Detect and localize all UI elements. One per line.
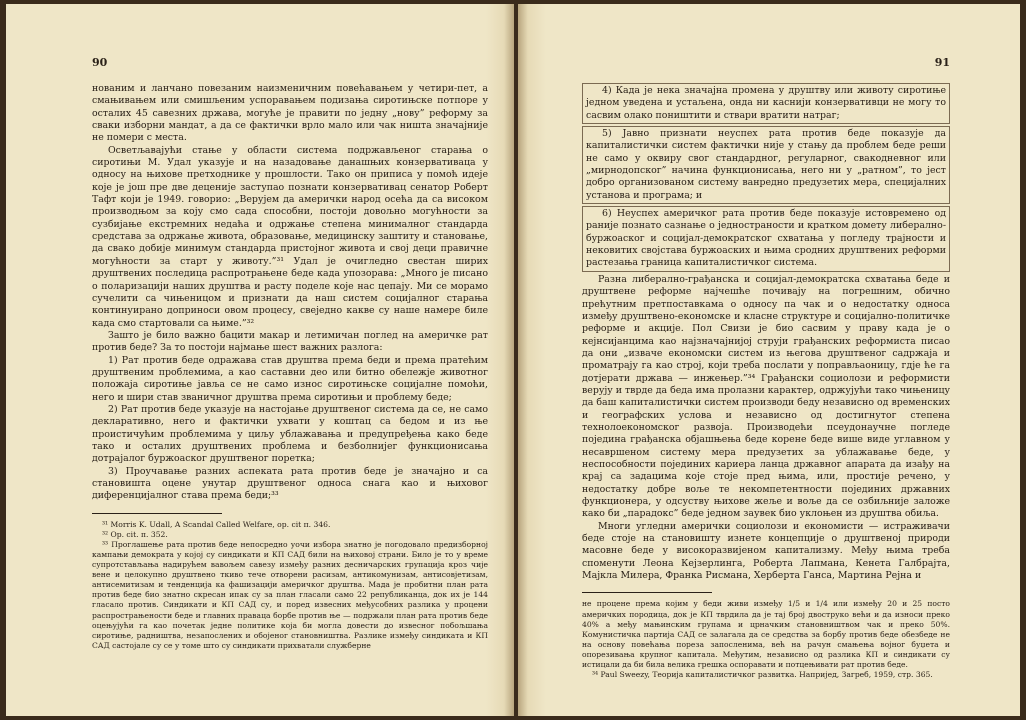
right-page (518, 4, 1020, 716)
body-paragraph: Осветљавајући стање у области система подржављеног старања о сиротињи М. Удал указује и на назадовање данашњих конзервативаца у односу на њихове претходнике у прошлости. Тако он приписа у помоћ идеје које је још пре две деценије заступао познати конзервативац сенатор Роберт Тафт који је 1949. говорио: „Верујем да амерички народ осећа да са високом производњом за коју смо сада способни, постоји довољно могућности за сузбијање екстремних недаћа и одржање степена минималног стандарда средстава за одржање живота, образовање, медицинску заштиту и становање, да свако добије минимум стандарда пристојног живота и свој деци правичне могућности за старт у животу.”³¹ Удал је очигледно свестан ширих друштвених последица распротрањене беде када упозорава: „Много је писано о поларизацији наших друштва и расту поделе које нас цепају. Ми се морамо сучелити са чињеницом и признати да наш систем социјалног старања континуирано доприноси овом процесу, свеједно какве су наше намере биле када смо стартовали са њиме.”³² (92, 144, 488, 329)
highlighted-paragraph: 4) Када је нека значајна промена у друштву или животу сиротиње једном уведена и устаљена, онда ни каснији конзервативци не могу то сасвим олако поништити и ствари вратити натраг; (582, 83, 950, 124)
body-paragraph: 1) Рат против беде одражава став друштва према беди и према пратећим друштвеним проблемима, а као саставни део или битно обележје животног положаја сиротиње јавља се не само износ сиротињске социјалне помоћи, него и шири став званичног друштва према сиротињи и проблему беде; (92, 354, 488, 403)
page-number: 91 (934, 56, 950, 69)
footnote-divider (92, 513, 222, 514)
footnote: не процене према којим у беди живи између 1/5 и 1/4 или између 20 и 25 посто америчких породица, док је КП тврдила да је тај број двоструко већи и да износи преко 40% а међу мањинским групама и црначким становништвом чак и преко 50%. Комунистичка партија САД се залагала да се средства за борбу против беде обезбеде не на основу повећања пореза запосленима, већ на рачун смањења војног буџета и опорезивања крупног капитала. Међутим, независно од разлика КП и синдикати су истицали да би била велика грешка оспоравати и потцењивати рат против беде. (582, 599, 950, 669)
highlighted-paragraph: 5) Јавно признати неуспех рата против беде показује да капиталистички систем фактички није у стању да проблем беде реши не само у оквиру свог стандардног, регуларног, свакодневног или „мирнодопског” начина функционисања, него ни у „ратном”, то јест добро организованом систему ванредно предузетих мера, специјалних установа и програма; и (582, 126, 950, 204)
footnote: ³⁴ Paul Sweezy, Теорија капиталистичког развитка. Напријед, Загреб, 1959, стр. 365. (592, 670, 933, 680)
body-paragraph: Многи угледни амерички социолози и економисти — истраживачи беде стоје на становишту изнете концепције о друштвеној природи масовне беде у високоразвијеном капитализму. Међу њима треба споменути Леона Кејзерлинга, Роберта Лапмана, Кенета Галбрајта, Мајкла Милера, Франка Рисмана, Херберта Ганса, Мартина Рејна и (582, 520, 950, 582)
page-number: 90 (92, 56, 108, 69)
footnote-divider (582, 592, 712, 593)
body-paragraph: Зашто је било важно бацити макар и летимичан поглед на америчке рат против беде? За то постоји најмање шест важних разлога: (92, 329, 488, 354)
footnote: ³¹ Morris K. Udall, A Scandal Called Welfare, op. cit п. 346. (102, 519, 331, 529)
left-page (6, 4, 514, 716)
footnote: ³² Op. cit. п. 352. (102, 529, 168, 539)
body-paragraph: 3) Проучавање разних аспеката рата против беде је значајно и са становишта оцене унутар друштвеног односа снага као и њиховог диференцијалног става према беди;³³ (92, 465, 488, 502)
highlighted-paragraph: 6) Неуспех америчког рата против беде показује истовремено од раније познато сазнање о једностраности и кратком домету либерално-буржоаског и социјал-демократског схватања у погледу трајности и нековитих својстава буржоаских и њима сродних друштвених реформи растезања граница капиталистичког система. (582, 206, 950, 272)
body-paragraph: 2) Рат против беде указује на настојање друштвеног система да се, не само декларативно, него и фактички ухвати у коштац са бедом и из ње проистичућим проблемима у циљу ублажавања и предупређења како беде тако и осталих друштвених проблема и безболнијег функционисања дотрајалог буржоаског друштвеног поретка; (92, 403, 488, 465)
body-paragraph: нованим и ланчано повезаним наизменичним повећавањем у четири-пет, а смањивањем или смишљеним успоравањем подизања сиротињске потпоре у осталих 45 савезних држава, могуће је правити по једну „нову” реформу за сваки изборни мандат, а да се фактички врло мало или чак ништа значајније не помери с места. (92, 83, 488, 144)
body-paragraph: Разна либерално-грађанска и социјал-демократска схватања беде и друштвене реформе најчешће почивају на погрешним, обично прећутним претпоставкама о односу па чак и о недостатку односа између друштвено-економске и класне структуре и социјално-политичке реформе и акције. Пол Свизи је био сасвим у праву када је о кејнсијанцима као најзначајнијој струји грађанских реформиста писао да они „изваче економски систем из његова друштвеног садржаја и проматрају га као строј, који треба послати у поправљаоницу, гдје ће га дотјерати држава — инжењер.”³⁴ Грађански социолози и реформисти верују и тврде да беда има пролазни карактер, одржујући тако чињеницу да баш капиталистички систем производи беду независно од временских и географских услова и независно од достигнутог степена технолоекономског развоја. Производећи псеудонаучне погледе поједина грађанска објашњења беде корене беде више виде углавном у несавршеном систему мера предузетих за ублажавање беде, у неспособности појединих кариера ланца државног апарата да изађу на крај са задацима које стоје пред њима, или, простије речено, у недостатку добре воље те некомпетентности појединих државних функционера, у одсуству њихове жеље и воље да се озбиљније заложе како би „парадокс” беде једном заувек био уклоњен из друштва обиља. (582, 273, 950, 520)
footnote: ³³ Проглашење рата против беде непосредно уочи избора знатно је погодовало предизборној кампањи демократа у којој су синдикати и КП САД били на њиховој страни. Било је то у време супротстављања надирућем вавољем савезу између разних десничарских групација кроз чије вене и целокупно друштвено ткиво тече отворени расизам, антикомунизам, антисовјетизам, антисемитизам и тенденција ка фашизацији америчког друштва. Мада је пробитни план рата против беде био знатно скресан ипак су за план гласали само 22 републиканца, док их је 144 гласало против. Синдикати и КП САД су, и поред извесних међусобних разлика у процени распрострањености беде и главних праваца борбе против ње — подржали план рата против беде оцењујући га као почетак једне политике која би могла довести до извесног побољшања сиротиње, радништва, незапослених и обојеног становништва. Разлике између синдиката и КП САД састојале су се у томе што су синдикати прихватали служберне (92, 539, 488, 650)
